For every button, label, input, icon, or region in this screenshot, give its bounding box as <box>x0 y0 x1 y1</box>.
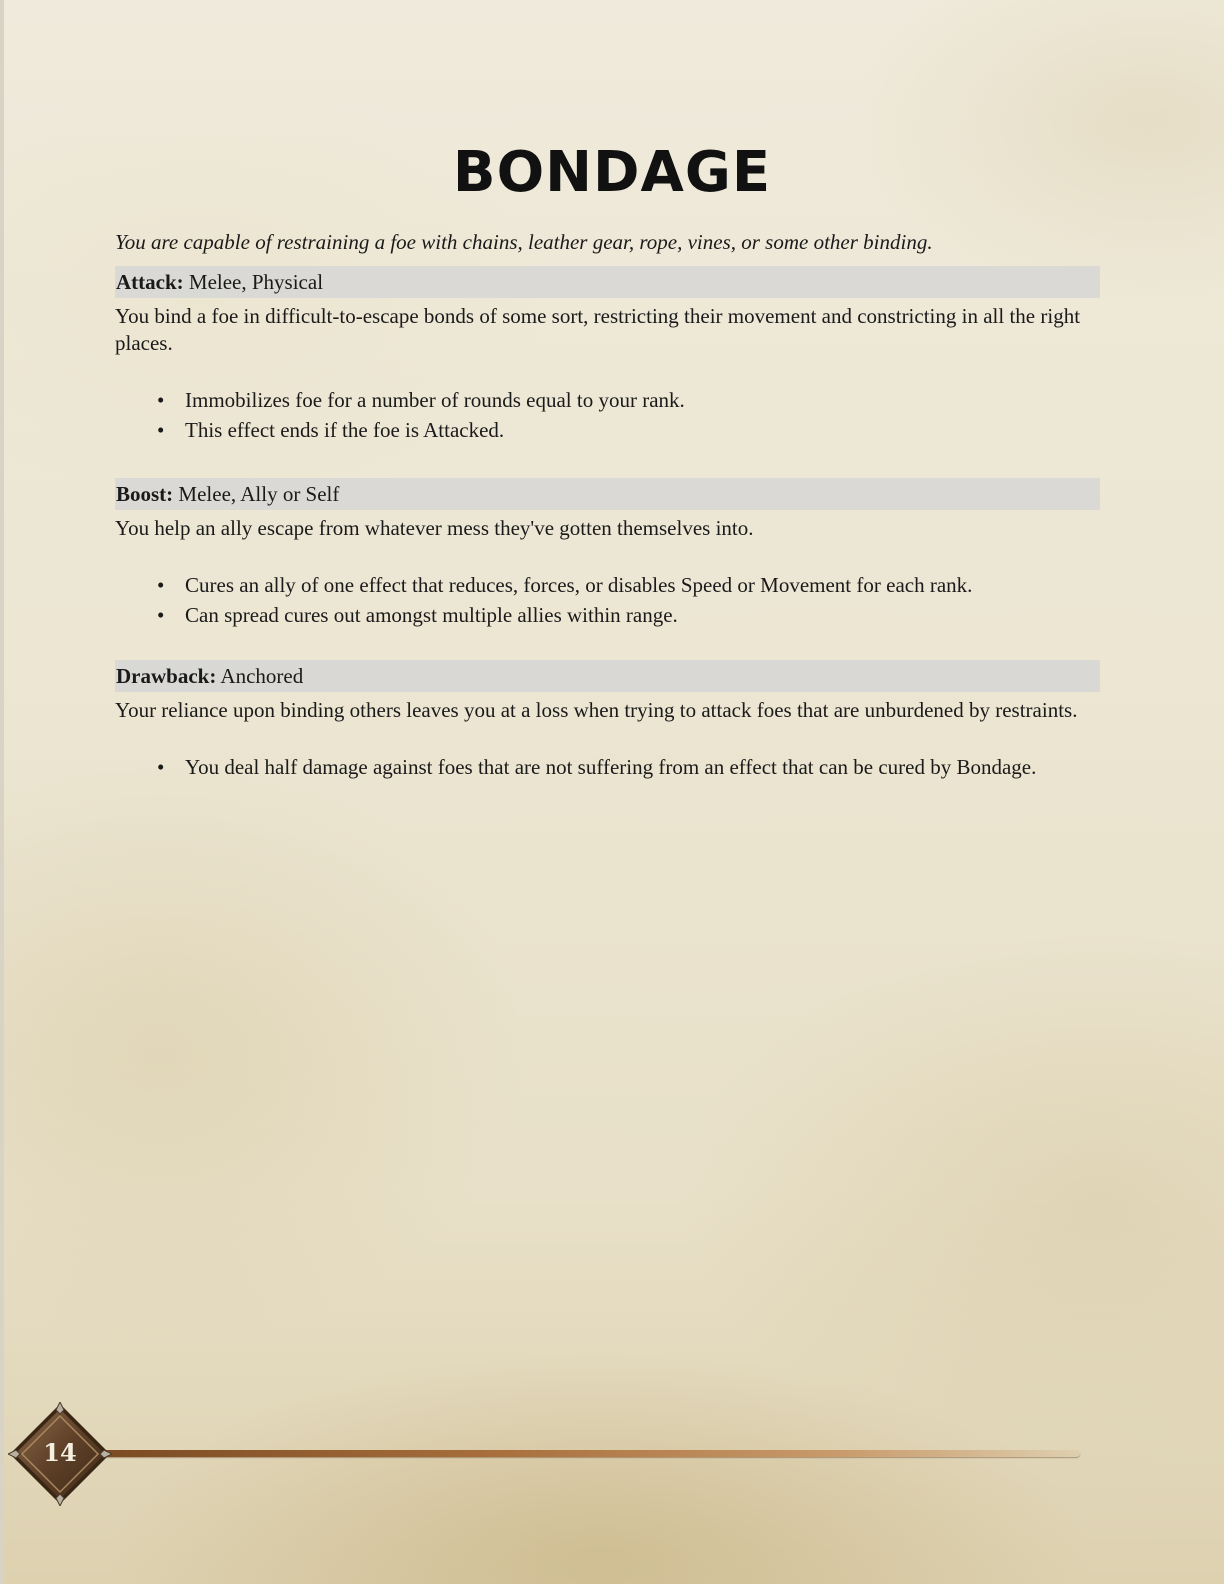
drawback-bullet-list <box>115 754 1100 781</box>
page-edge <box>0 0 4 1584</box>
boost-label: Boost: <box>116 482 174 506</box>
list-item-text: Can spread cures out amongst multiple allies within range. <box>185 603 678 627</box>
list-item <box>157 754 1100 781</box>
attack-value: Melee, Physical <box>188 270 324 294</box>
list-item <box>157 387 1100 414</box>
list-item-text: Cures an ally of one effect that reduces, forces, or disables Speed or Movement for each rank. <box>185 573 973 597</box>
list-item <box>157 572 1100 599</box>
attack-bullet-list <box>115 387 1100 444</box>
ability-content <box>115 228 1100 784</box>
bullet-icon: • <box>157 418 165 442</box>
drawback-header <box>115 660 1100 692</box>
boost-bullet-list <box>115 572 1100 629</box>
page-number: 14 <box>43 1438 77 1467</box>
boost-header <box>115 478 1100 510</box>
list-item <box>157 602 1100 629</box>
bullet-icon: • <box>157 388 165 412</box>
list-item-text: This effect ends if the foe is Attacked. <box>185 418 505 442</box>
attack-description: You bind a foe in difficult-to-escape bonds of some sort, restricting their movement and constricting in all the right places. <box>115 304 1081 355</box>
attack-header <box>115 266 1100 298</box>
footer-rule <box>95 1450 1080 1457</box>
attack-label: Attack: <box>116 270 184 294</box>
list-item-text: Immobilizes foe for a number of rounds equal to your rank. <box>185 388 685 412</box>
bullet-icon: • <box>157 573 165 597</box>
drawback-description: Your reliance upon binding others leaves you at a loss when trying to attack foes that are unburdened by restraints. <box>115 698 1078 722</box>
drawback-label: Drawback: <box>116 664 217 688</box>
boost-value: Melee, Ally or Self <box>178 482 340 506</box>
list-item-text: You deal half damage against foes that are not suffering from an effect that can be cured by Bondage. <box>185 755 1037 779</box>
bullet-icon: • <box>157 755 165 779</box>
list-item <box>157 417 1100 444</box>
boost-description: You help an ally escape from whatever mess they've gotten themselves into. <box>115 516 754 540</box>
intro-text: You are capable of restraining a foe with chains, leather gear, rope, vines, or some other binding. <box>115 230 933 254</box>
bullet-icon: • <box>157 603 165 627</box>
drawback-value: Anchored <box>220 664 304 688</box>
page-title: BONDAGE <box>452 140 772 205</box>
